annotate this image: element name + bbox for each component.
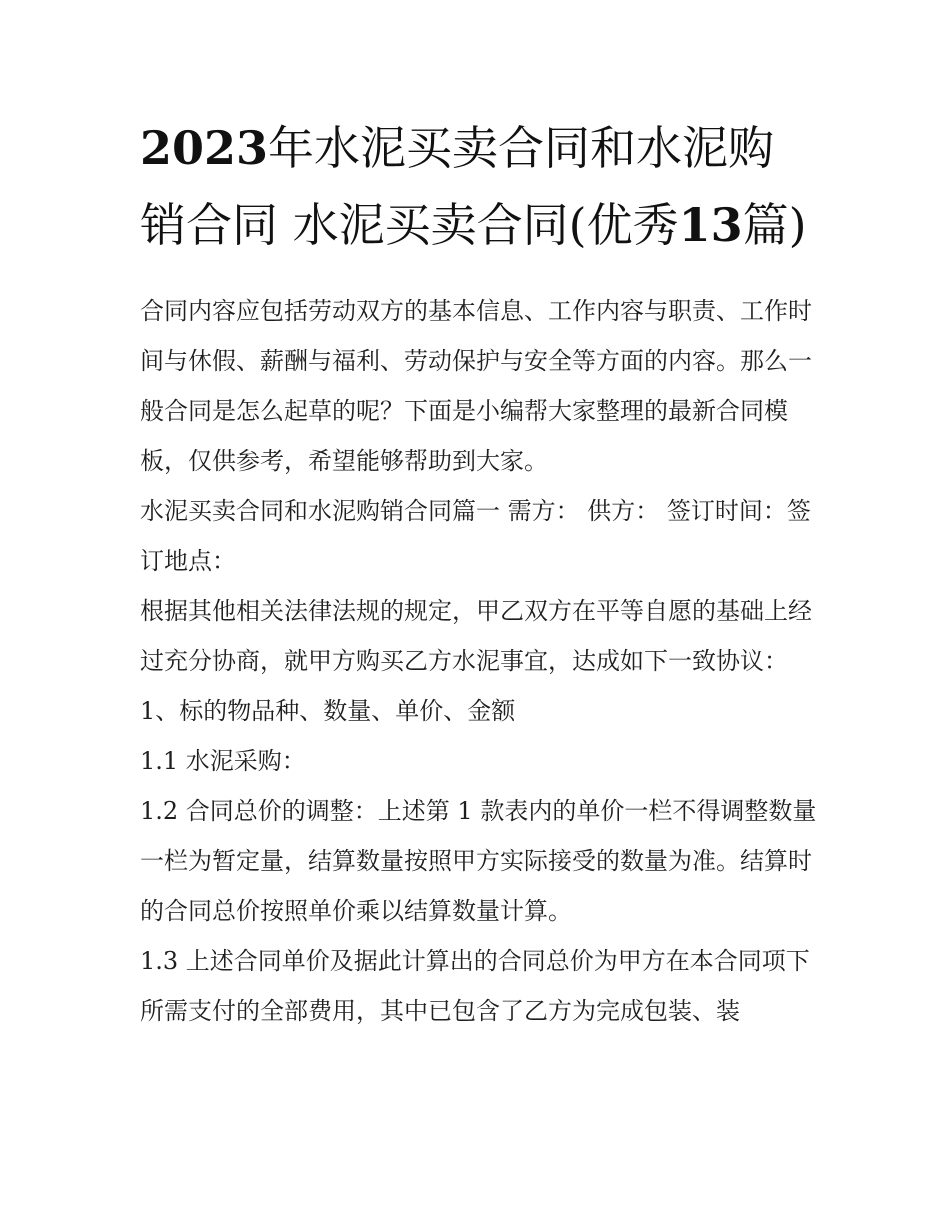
title-year: 2023 <box>140 121 269 175</box>
title-text-end: 篇) <box>742 198 807 252</box>
paragraph-parties: 水泥买卖合同和水泥购销合同篇一 需方： 供方： 签订时间：签订地点： <box>140 497 811 575</box>
paragraph-clause-1-1: 1.1 水泥采购： <box>140 747 306 775</box>
document-page <box>140 110 820 1036</box>
paragraph-intro: 合同内容应包括劳动双方的基本信息、工作内容与职责、工作时间与休假、薪酬与福利、劳动保护与安全等方面的内容。那么一般合同是怎么起草的呢？下面是小编帮大家整理的最新合同模板，仅供参考，希望能够帮助到大家。 <box>140 297 812 475</box>
title-count: 13 <box>678 198 743 252</box>
title-text: 年水泥买卖合同和水泥购销合同 水泥买卖合同(优秀 <box>140 121 775 252</box>
paragraph-clause-1-2: 1.2 合同总价的调整：上述第 1 款表内的单价一栏不得调整数量一栏为暂定量，结算数量按照甲方实际接受的数量为准。结算时的合同总价按照单价乘以结算数量计算。 <box>140 797 817 925</box>
paragraph-clause-1-3: 1.3 上述合同单价及据此计算出的合同总价为甲方在本合同项下所需支付的全部费用，其中已包含了乙方为完成包装、装 <box>140 947 810 1025</box>
document-title <box>140 110 820 264</box>
paragraph-agreement: 根据其他相关法律法规的规定，甲乙双方在平等自愿的基础上经过充分协商，就甲方购买乙方水泥事宜，达成如下一致协议： 1、标的物品种、数量、单价、金额 <box>140 597 812 725</box>
